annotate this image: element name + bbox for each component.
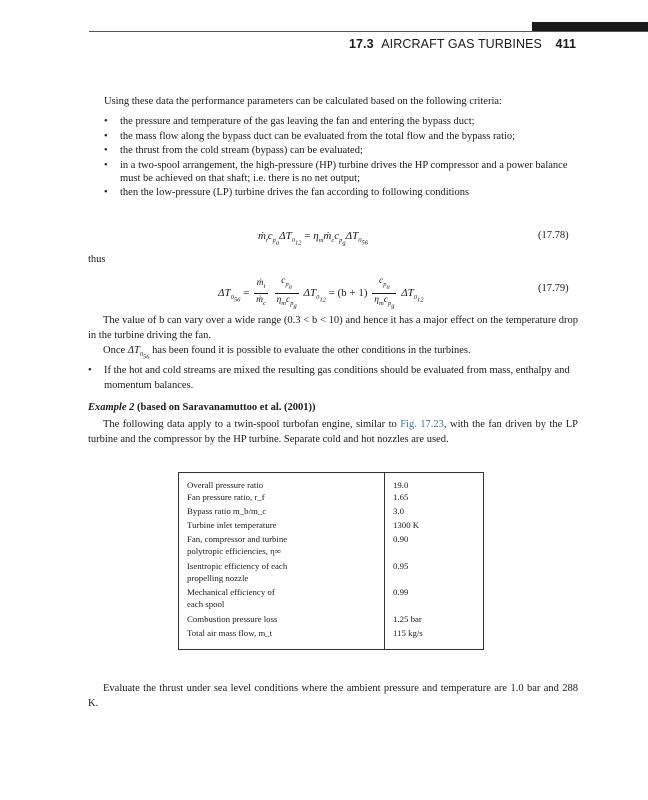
table-value: 0.99	[393, 587, 409, 597]
section-title: AIRCRAFT GAS TURBINES	[381, 37, 542, 51]
intro-paragraph: Using these data the performance parameters can be calculated based on the following criteria:	[104, 96, 502, 107]
equation-17-78: $ṁ_tc_{p_a}\Delta T_{0_{12}}$ = $\eta_mṁ_cc_{p_g}\Delta T_{0_{56}}$	[258, 230, 368, 247]
criteria-list	[104, 115, 582, 201]
example-text-start: The following data apply to a twin-spool turbofan engine, similar to	[103, 419, 401, 430]
paragraph-once: Once $\Delta T_{0_{56}}$ has been found it is possible to evaluate the other conditions in the turbines.	[103, 345, 471, 361]
thus-label: thus	[88, 254, 106, 265]
table-label: Combustion pressure loss	[187, 614, 278, 624]
example-label: Example 2	[88, 402, 135, 413]
example-paragraph	[88, 417, 578, 447]
example-source: (based on Saravanamuttoo et al. (2001))	[137, 402, 316, 413]
table-divider	[384, 473, 385, 649]
criteria-item: • the mass flow along the bypass duct can be evaluated from the total flow and the bypass ratio;	[104, 130, 582, 143]
table-label: Mechanical efficiency of each spool	[187, 587, 275, 609]
criteria-item: • then the low-pressure (LP) turbine drives the fan according to following conditions	[104, 186, 582, 199]
criteria-item: • the pressure and temperature of the gas leaving the fan and entering the bypass duct;	[104, 115, 582, 128]
page-number: 411	[555, 37, 576, 51]
table-label: Bypass ratio m_b/m_c	[187, 506, 267, 516]
table-label: Isentropic efficiency of each propelling nozzle	[187, 561, 288, 583]
final-paragraph: Evaluate the thrust under sea level conditions where the ambient pressure and temperature are 1.0 bar and 288 K.	[88, 683, 578, 709]
table-value: 19.0	[393, 480, 409, 490]
paragraph-once-end: has been found it is possible to evaluate the other conditions in the turbines.	[149, 345, 471, 356]
table-value: 1.65	[393, 492, 409, 502]
table-value: 1.25 bar	[393, 614, 422, 624]
criteria-item: • the thrust from the cold stream (bypass) can be evaluated;	[104, 144, 582, 157]
figure-link[interactable]: Fig. 17.23	[400, 419, 444, 430]
paragraph-once-start: Once	[103, 345, 128, 356]
table-label: Fan, compressor and turbine polytropic efficiencies, η∞	[187, 534, 288, 556]
table-label: Overall pressure ratio	[187, 480, 264, 490]
table-value: 0.95	[393, 561, 409, 571]
equation-number: (17.78)	[538, 230, 569, 241]
equation-number: (17.79)	[538, 283, 569, 294]
criteria-item: • in a two-spool arrangement, the high-pressure (HP) turbine drives the HP compressor and a power balance must be achieved on that shaft; i.e. there is no net output;	[104, 159, 582, 185]
section-number: 17.3	[348, 37, 374, 51]
paragraph-range: The value of b can vary over a wide range (0.3 < b < 10) and hence it has a major effect on the temperature drop in the turbine driving the fan.	[88, 315, 578, 341]
equation-17-79: $\Delta T_{0_{56}}$ = $\frac{ṁ_t}{ṁ_c}$ $\frac{c_{p_a}}{\eta_mc_{p_g}}$ $\Delta T_{0_{12}} = (b + 1)$ $\frac{c_{p_a}}{\eta_mc_{p_g}}$ $\Delta T_{0_{12}}$	[218, 276, 424, 310]
running-head	[349, 37, 576, 51]
data-table	[178, 472, 484, 650]
table-label: Total air mass flow, m_t	[187, 628, 273, 638]
table-value: 3.0	[393, 506, 404, 516]
table-label: Fan pressure ratio, r_f	[187, 492, 265, 502]
header-rule	[89, 31, 648, 32]
table-value: 1300 K	[393, 520, 420, 530]
mixed-streams-bullet: • If the hot and cold streams are mixed the resulting gas conditions should be evaluated from mass, enthalpy and momentum balances.	[88, 363, 578, 393]
example-heading	[88, 402, 316, 413]
example-text-end: , with the fan driven by the LP turbine and the compressor by the HP turbine. Separate cold and hot nozzles are used.	[88, 419, 578, 445]
table-label: Turbine inlet temperature	[187, 520, 277, 530]
table-value: 0.90	[393, 534, 409, 544]
table-value: 115 kg/s	[393, 628, 423, 638]
